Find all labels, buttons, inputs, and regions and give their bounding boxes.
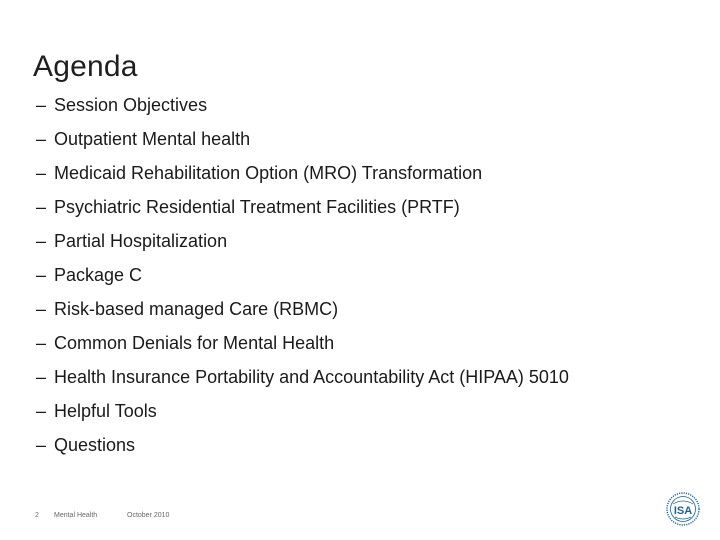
agenda-item-label: Psychiatric Residential Treatment Facilities (PRTF) (54, 197, 460, 217)
agenda-item-label: Outpatient Mental health (54, 129, 251, 149)
footer-section-title: Mental Health (54, 512, 98, 519)
dash-marker: – (36, 299, 47, 319)
seal-letters: ISA (673, 505, 693, 517)
agenda-list (36, 92, 569, 466)
slide-title: Agenda (33, 50, 138, 84)
slide-footer (0, 512, 720, 526)
seal-bottom-arc (675, 517, 691, 519)
agenda-item (36, 432, 569, 466)
agenda-item (36, 228, 569, 262)
seal-arc (673, 501, 693, 504)
agenda-item-label: Common Denials for Mental Health (54, 333, 335, 353)
dash-marker: – (36, 265, 47, 285)
dash-marker: – (36, 333, 47, 353)
agenda-item-label: Helpful Tools (54, 401, 157, 421)
agenda-item-label: Risk-based managed Care (RBMC) (54, 299, 339, 319)
dash-marker: – (36, 129, 47, 149)
agenda-item (36, 92, 569, 126)
dash-marker: – (36, 95, 47, 115)
dash-marker: – (36, 197, 47, 217)
agenda-item-label: Questions (54, 435, 136, 455)
agenda-item-label: Package C (54, 265, 143, 285)
dash-marker: – (36, 401, 47, 421)
agenda-item-label: Health Insurance Portability and Accountability Act (HIPAA) 5010 (54, 367, 569, 387)
agenda-item (36, 262, 569, 296)
dash-marker: – (36, 367, 47, 387)
dash-marker: – (36, 163, 47, 183)
agenda-item-label: Medicaid Rehabilitation Option (MRO) Transformation (54, 163, 483, 183)
dash-marker: – (36, 231, 47, 251)
agenda-item-label: Session Objectives (54, 95, 208, 115)
page-number: 2 (35, 512, 39, 519)
agenda-item-label: Partial Hospitalization (54, 231, 228, 251)
footer-date: October 2010 (127, 512, 170, 519)
agenda-item (36, 160, 569, 194)
agenda-item (36, 296, 569, 330)
organization-seal-logo (666, 492, 700, 526)
agenda-item (36, 194, 569, 228)
agenda-item (36, 398, 569, 432)
agenda-item (36, 364, 569, 398)
dash-marker: – (36, 435, 47, 455)
agenda-item (36, 330, 569, 364)
agenda-item (36, 126, 569, 160)
